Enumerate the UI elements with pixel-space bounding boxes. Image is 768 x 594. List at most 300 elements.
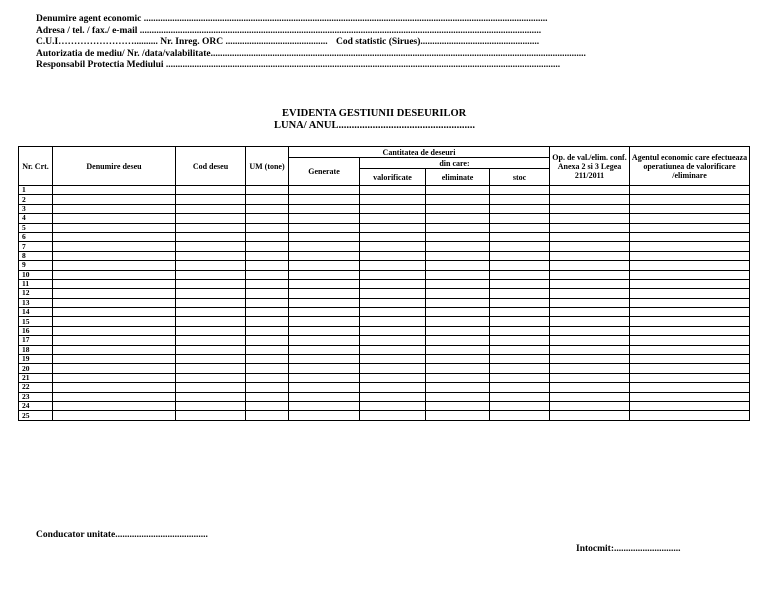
table-cell [550, 261, 630, 270]
table-cell [550, 204, 630, 213]
table-cell [550, 355, 630, 364]
row-number: 7 [19, 242, 53, 251]
cui-orc-sirues-line [36, 37, 686, 49]
table-row [19, 364, 750, 373]
table-cell [360, 251, 426, 260]
table-cell [550, 345, 630, 354]
row-number: 24 [19, 401, 53, 410]
table-cell [246, 223, 289, 232]
table-cell [426, 392, 490, 401]
row-number: 4 [19, 214, 53, 223]
header-nr-crt: Nr. Crt. [19, 147, 53, 186]
table-cell [426, 411, 490, 420]
table-cell [490, 186, 550, 195]
table-cell [246, 411, 289, 420]
row-number: 6 [19, 232, 53, 241]
table-cell [490, 298, 550, 307]
table-cell [289, 326, 360, 335]
row-number: 15 [19, 317, 53, 326]
table-cell [360, 364, 426, 373]
table-cell [176, 261, 246, 270]
table-cell [246, 279, 289, 288]
table-cell [246, 401, 289, 410]
sirues-label: Cod statistic (Sirues).................................................. [335, 37, 540, 47]
table-cell [426, 401, 490, 410]
table-cell [490, 336, 550, 345]
header-um: UM (tone) [246, 147, 289, 186]
table-cell [630, 223, 750, 232]
orc-label: Nr. Inreg. ORC ........................................... [160, 37, 328, 47]
table-cell [246, 317, 289, 326]
table-cell [630, 326, 750, 335]
table-cell [176, 195, 246, 204]
table-cell [176, 383, 246, 392]
table-cell [176, 364, 246, 373]
table-cell [246, 364, 289, 373]
table-cell [246, 336, 289, 345]
table-cell [176, 251, 246, 260]
table-cell [490, 383, 550, 392]
row-number: 12 [19, 289, 53, 298]
table-cell [426, 251, 490, 260]
table-cell [360, 270, 426, 279]
table-row [19, 336, 750, 345]
table-cell [630, 336, 750, 345]
table-cell [289, 336, 360, 345]
table-cell [360, 214, 426, 223]
waste-register-table [18, 146, 750, 421]
table-cell [630, 232, 750, 241]
table-cell [490, 270, 550, 279]
table-cell [550, 232, 630, 241]
table-cell [550, 279, 630, 288]
table-cell [176, 401, 246, 410]
table-cell [550, 336, 630, 345]
table-cell [289, 308, 360, 317]
table-cell [550, 195, 630, 204]
table-cell [426, 355, 490, 364]
table-cell [289, 261, 360, 270]
table-row [19, 204, 750, 213]
table-row [19, 373, 750, 382]
table-cell [176, 345, 246, 354]
header-cod-deseu: Cod deseu [176, 147, 246, 186]
table-cell [490, 289, 550, 298]
row-number: 17 [19, 336, 53, 345]
table-cell [246, 242, 289, 251]
table-cell [53, 261, 176, 270]
period-line: LUNA/ ANUL.................................................... [274, 120, 475, 131]
table-cell [550, 401, 630, 410]
table-cell [53, 186, 176, 195]
table-cell [490, 214, 550, 223]
table-cell [630, 279, 750, 288]
table-cell [630, 251, 750, 260]
table-cell [630, 401, 750, 410]
table-row [19, 355, 750, 364]
table-cell [176, 336, 246, 345]
table-cell [426, 373, 490, 382]
table-cell [630, 195, 750, 204]
table-cell [360, 392, 426, 401]
environment-responsible-line: Responsabil Protectia Mediului ...................................................................................................................................................................... [36, 60, 561, 70]
table-cell [176, 326, 246, 335]
row-number: 2 [19, 195, 53, 204]
table-cell [176, 411, 246, 420]
table-cell [490, 204, 550, 213]
table-cell [426, 298, 490, 307]
row-number: 3 [19, 204, 53, 213]
table-cell [176, 242, 246, 251]
table-cell [53, 364, 176, 373]
table-cell [53, 401, 176, 410]
table-cell [53, 204, 176, 213]
table-cell [176, 308, 246, 317]
table-cell [360, 317, 426, 326]
environment-authorization-line: Autorizatia de mediu/ Nr. /data/valabilitate.............................................................................................................................................................. [36, 48, 586, 59]
table-cell [550, 242, 630, 251]
table-row [19, 279, 750, 288]
table-cell [289, 270, 360, 279]
table-cell [53, 411, 176, 420]
table-cell [289, 204, 360, 213]
header-eliminate: eliminate [426, 169, 490, 186]
table-cell [53, 270, 176, 279]
table-cell [426, 364, 490, 373]
table-cell [360, 232, 426, 241]
table-cell [246, 326, 289, 335]
table-cell [176, 279, 246, 288]
table-cell [630, 345, 750, 354]
header-stoc: stoc [490, 169, 550, 186]
table-cell [630, 373, 750, 382]
table-cell [550, 364, 630, 373]
table-cell [176, 392, 246, 401]
table-cell [490, 355, 550, 364]
table-cell [176, 317, 246, 326]
table-row [19, 345, 750, 354]
table-cell [550, 214, 630, 223]
table-cell [630, 186, 750, 195]
table-cell [426, 242, 490, 251]
table-cell [550, 383, 630, 392]
row-number: 11 [19, 279, 53, 288]
table-row [19, 411, 750, 420]
company-name-line: Denumire agent economic .......................................................................................................................................................................... [36, 14, 548, 24]
table-cell [426, 232, 490, 241]
table-row [19, 195, 750, 204]
table-row [19, 317, 750, 326]
table-cell [53, 298, 176, 307]
table-cell [630, 270, 750, 279]
table-row [19, 392, 750, 401]
table-cell [490, 411, 550, 420]
row-number: 23 [19, 392, 53, 401]
table-cell [630, 411, 750, 420]
row-number: 1 [19, 186, 53, 195]
table-cell [630, 317, 750, 326]
table-cell [550, 317, 630, 326]
table-cell [630, 392, 750, 401]
table-cell [360, 373, 426, 382]
table-cell [53, 279, 176, 288]
table-cell [550, 298, 630, 307]
table-cell [289, 195, 360, 204]
table-cell [550, 289, 630, 298]
table-row [19, 270, 750, 279]
table-cell [360, 279, 426, 288]
table-cell [246, 204, 289, 213]
table-cell [246, 251, 289, 260]
table-cell [246, 195, 289, 204]
table-cell [490, 308, 550, 317]
header-generate: Generate [289, 158, 360, 186]
table-cell [426, 186, 490, 195]
table-cell [550, 308, 630, 317]
table-cell [289, 345, 360, 354]
table-cell [289, 317, 360, 326]
table-cell [426, 326, 490, 335]
table-cell [490, 232, 550, 241]
table-cell [53, 195, 176, 204]
table-cell [289, 279, 360, 288]
table-cell [176, 214, 246, 223]
header-denumire-deseu: Denumire deseu [53, 147, 176, 186]
table-cell [426, 204, 490, 213]
company-info-block [36, 14, 686, 72]
table-cell [550, 186, 630, 195]
table-cell [289, 364, 360, 373]
table-cell [490, 195, 550, 204]
table-cell [550, 411, 630, 420]
table-cell [53, 345, 176, 354]
table-cell [360, 186, 426, 195]
table-cell [426, 345, 490, 354]
table-cell [490, 251, 550, 260]
table-cell [176, 373, 246, 382]
table-cell [360, 261, 426, 270]
table-cell [490, 279, 550, 288]
header-agent-economic: Agentul economic care efectueaza operatiunea de valorificare /eliminare [630, 147, 750, 186]
row-number: 22 [19, 383, 53, 392]
table-row [19, 261, 750, 270]
row-number: 8 [19, 251, 53, 260]
table-cell [289, 223, 360, 232]
table-cell [550, 270, 630, 279]
table-cell [246, 232, 289, 241]
table-cell [53, 242, 176, 251]
table-cell [246, 308, 289, 317]
row-number: 14 [19, 308, 53, 317]
table-row [19, 251, 750, 260]
table-cell [630, 298, 750, 307]
table-cell [360, 326, 426, 335]
document-title: EVIDENTA GESTIUNII DESEURILOR [282, 108, 467, 119]
table-cell [176, 223, 246, 232]
table-cell [53, 326, 176, 335]
table-cell [360, 345, 426, 354]
table-row [19, 242, 750, 251]
table-row [19, 289, 750, 298]
row-number: 5 [19, 223, 53, 232]
table-cell [289, 298, 360, 307]
table-cell [630, 364, 750, 373]
table-cell [53, 373, 176, 382]
table-cell [289, 289, 360, 298]
table-cell [360, 411, 426, 420]
table-cell [360, 336, 426, 345]
table-cell [426, 214, 490, 223]
table-cell [426, 270, 490, 279]
table-cell [176, 186, 246, 195]
header-cantitatea: Cantitatea de deseuri [289, 147, 550, 158]
table-cell [53, 308, 176, 317]
table-cell [53, 383, 176, 392]
table-cell [176, 232, 246, 241]
table-cell [176, 270, 246, 279]
table-cell [426, 336, 490, 345]
table-cell [490, 392, 550, 401]
table-cell [289, 214, 360, 223]
table-cell [289, 355, 360, 364]
table-cell [630, 308, 750, 317]
table-cell [630, 214, 750, 223]
table-cell [360, 355, 426, 364]
table-row [19, 298, 750, 307]
table-cell [490, 364, 550, 373]
table-cell [53, 336, 176, 345]
table-cell [490, 261, 550, 270]
table-cell [490, 317, 550, 326]
table-cell [53, 317, 176, 326]
table-row [19, 326, 750, 335]
row-number: 21 [19, 373, 53, 382]
table-cell [246, 289, 289, 298]
table-cell [360, 195, 426, 204]
table-cell [289, 232, 360, 241]
table-cell [289, 401, 360, 410]
table-row [19, 186, 750, 195]
table-row [19, 383, 750, 392]
table-cell [53, 355, 176, 364]
table-cell [360, 308, 426, 317]
table-cell [289, 411, 360, 420]
table-cell [630, 289, 750, 298]
table-cell [289, 373, 360, 382]
table-cell [426, 279, 490, 288]
table-cell [426, 383, 490, 392]
table-cell [490, 242, 550, 251]
cui-label: C.U.I…………………….......... [36, 37, 158, 47]
table-cell [360, 289, 426, 298]
table-cell [360, 242, 426, 251]
table-cell [246, 261, 289, 270]
table-row [19, 232, 750, 241]
table-row [19, 223, 750, 232]
table-cell [246, 270, 289, 279]
table-cell [360, 204, 426, 213]
table-cell [246, 373, 289, 382]
header-din-care: din care: [360, 158, 550, 169]
table-cell [490, 345, 550, 354]
table-cell [550, 251, 630, 260]
table-cell [246, 186, 289, 195]
table-cell [53, 232, 176, 241]
table-cell [490, 401, 550, 410]
row-number: 16 [19, 326, 53, 335]
table-cell [550, 392, 630, 401]
table-cell [246, 345, 289, 354]
table-cell [490, 326, 550, 335]
table-cell [360, 223, 426, 232]
table-cell [176, 355, 246, 364]
table-cell [490, 223, 550, 232]
table-row [19, 308, 750, 317]
table-cell [426, 261, 490, 270]
table-cell [360, 383, 426, 392]
row-number: 9 [19, 261, 53, 270]
table-cell [630, 383, 750, 392]
row-number: 18 [19, 345, 53, 354]
table-cell [426, 317, 490, 326]
table-cell [630, 355, 750, 364]
row-number: 25 [19, 411, 53, 420]
row-number: 20 [19, 364, 53, 373]
table-cell [53, 214, 176, 223]
table-cell [176, 298, 246, 307]
table-cell [630, 261, 750, 270]
table-cell [630, 204, 750, 213]
table-row [19, 401, 750, 410]
row-number: 10 [19, 270, 53, 279]
table-cell [630, 242, 750, 251]
conducator-signature-line: Conducator unitate....................................... [36, 530, 208, 540]
table-cell [289, 392, 360, 401]
table-cell [426, 195, 490, 204]
table-cell [246, 214, 289, 223]
row-number: 19 [19, 355, 53, 364]
header-valorificate: valorificate [360, 169, 426, 186]
header-operatiune: Op. de val./elim. conf. Anexa 2 si 3 Legea 211/2011 [550, 147, 630, 186]
row-number: 13 [19, 298, 53, 307]
table-cell [176, 204, 246, 213]
table-row [19, 214, 750, 223]
register-body [19, 186, 750, 421]
table-cell [53, 392, 176, 401]
table-cell [550, 373, 630, 382]
table-cell [176, 289, 246, 298]
table-cell [53, 289, 176, 298]
table-cell [550, 223, 630, 232]
table-cell [426, 308, 490, 317]
table-cell [246, 383, 289, 392]
table-cell [360, 298, 426, 307]
table-cell [490, 373, 550, 382]
table-cell [550, 326, 630, 335]
table-cell [360, 401, 426, 410]
table-cell [289, 251, 360, 260]
intocmit-signature-line: Intocmit:............................ [576, 544, 681, 554]
table-cell [289, 383, 360, 392]
table-cell [246, 392, 289, 401]
table-cell [246, 355, 289, 364]
address-contact-line: Adresa / tel. / fax./ e-mail ......................................................................................................................................................................... [36, 25, 542, 36]
table-cell [426, 223, 490, 232]
table-cell [289, 186, 360, 195]
table-cell [289, 242, 360, 251]
table-cell [53, 251, 176, 260]
table-cell [53, 223, 176, 232]
